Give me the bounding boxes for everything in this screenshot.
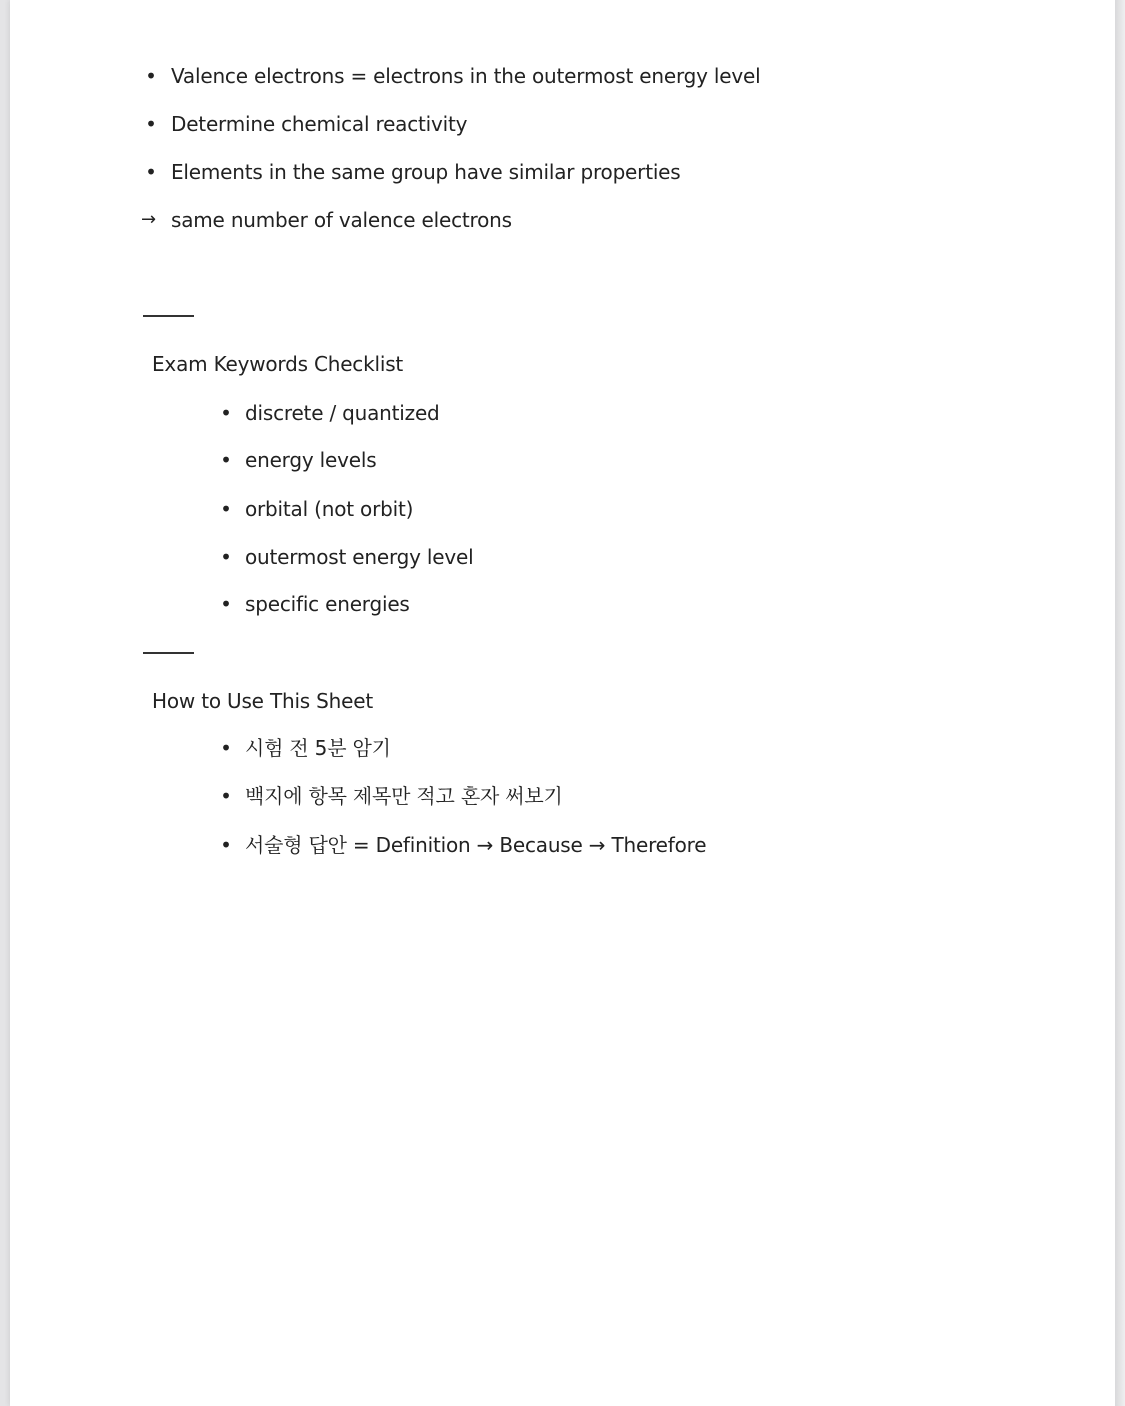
bullet-icon: • xyxy=(220,592,232,616)
bullet-icon: • xyxy=(145,64,157,88)
bullet-icon: • xyxy=(220,401,232,425)
usage-item: 시험 전 5분 암기 xyxy=(245,736,391,760)
section-divider xyxy=(143,652,194,654)
list-item: Valence electrons = electrons in the outermost energy level xyxy=(171,64,761,88)
bullet-icon: • xyxy=(145,112,157,136)
checklist-item: outermost energy level xyxy=(245,545,474,569)
checklist-item: orbital (not orbit) xyxy=(245,497,414,521)
document-page xyxy=(10,0,1115,1406)
checklist-item: discrete / quantized xyxy=(245,401,440,425)
bullet-icon: • xyxy=(220,545,232,569)
usage-item: 백지에 항목 제목만 적고 혼자 써보기 xyxy=(245,784,563,808)
checklist-item: specific energies xyxy=(245,592,410,616)
list-item: Elements in the same group have similar properties xyxy=(171,160,681,184)
list-item-continuation: same number of valence electrons xyxy=(171,208,512,232)
bullet-icon: • xyxy=(220,784,232,808)
bullet-icon: • xyxy=(220,833,232,857)
bullet-icon: • xyxy=(145,160,157,184)
arrow-right-icon: → xyxy=(141,209,157,230)
checklist-item: energy levels xyxy=(245,448,377,472)
bullet-icon: • xyxy=(220,448,232,472)
section-title: How to Use This Sheet xyxy=(152,689,373,713)
usage-item: 서술형 답안 = Definition → Because → Therefore xyxy=(245,833,707,857)
page-edge xyxy=(1115,0,1125,1406)
bullet-icon: • xyxy=(220,497,232,521)
list-item: Determine chemical reactivity xyxy=(171,112,468,136)
section-title: Exam Keywords Checklist xyxy=(152,352,404,376)
section-divider xyxy=(143,315,194,317)
bullet-icon: • xyxy=(220,736,232,760)
